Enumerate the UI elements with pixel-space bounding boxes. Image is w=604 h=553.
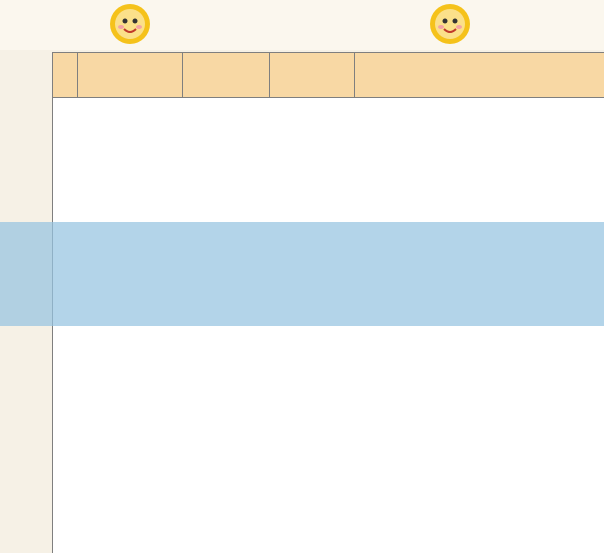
header-category: [78, 53, 183, 98]
page-title: [150, 6, 450, 42]
header-feature: [183, 53, 270, 98]
header-number: [53, 53, 78, 98]
header-usage: [270, 53, 355, 98]
sunflower-mascot-right-icon: [420, 0, 480, 50]
title-overlay-banner: [0, 222, 604, 326]
header-area: [0, 0, 604, 50]
header-examples: [355, 53, 604, 98]
